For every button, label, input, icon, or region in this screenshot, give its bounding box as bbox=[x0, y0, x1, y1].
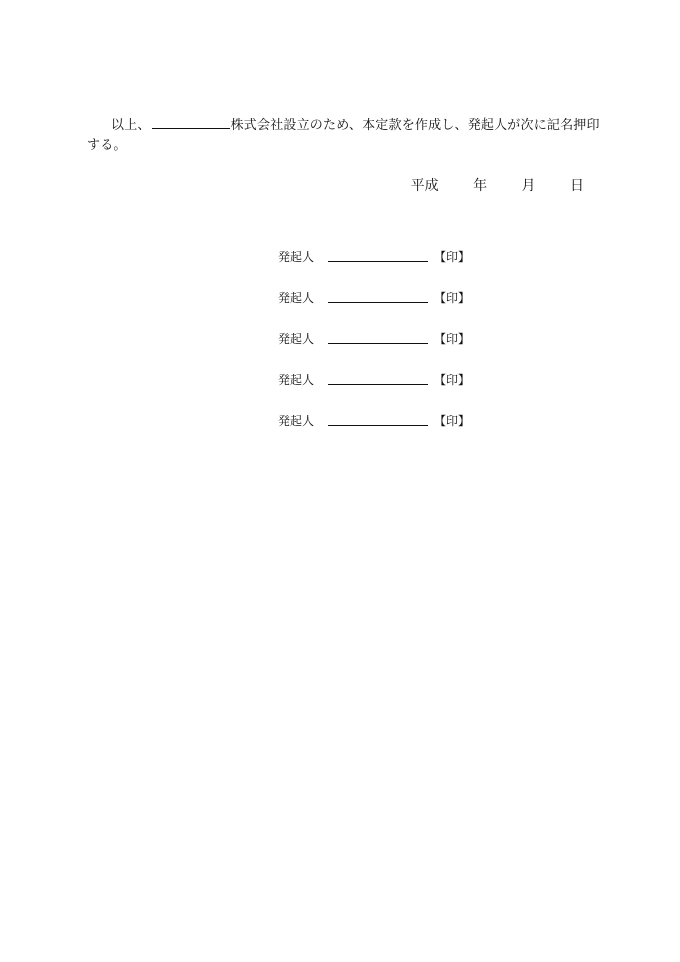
closing-prefix: 以上、 bbox=[111, 118, 151, 133]
founder-signature-list bbox=[278, 248, 470, 453]
founder-label: 発起人 bbox=[278, 250, 315, 264]
seal-mark: 【印】 bbox=[434, 373, 471, 387]
company-name-blank[interactable] bbox=[152, 116, 230, 129]
date-day: 日 bbox=[570, 178, 584, 194]
founder-row bbox=[278, 412, 470, 453]
date-line bbox=[411, 176, 584, 196]
closing-line-2: する。 bbox=[87, 138, 127, 153]
founder-label: 発起人 bbox=[278, 373, 315, 387]
closing-suffix: 株式会社設立のため、本定款を作成し、発起人が次に記名押印 bbox=[230, 118, 600, 133]
seal-mark: 【印】 bbox=[434, 291, 471, 305]
founder-row bbox=[278, 371, 470, 412]
date-month: 月 bbox=[521, 178, 536, 194]
founder-label: 発起人 bbox=[278, 291, 315, 305]
seal-mark: 【印】 bbox=[434, 250, 471, 264]
founder-row bbox=[278, 248, 470, 289]
founder-signature-blank[interactable] bbox=[328, 330, 428, 344]
founder-label: 発起人 bbox=[278, 414, 315, 428]
seal-mark: 【印】 bbox=[434, 414, 471, 428]
founder-signature-blank[interactable] bbox=[328, 289, 428, 303]
founder-row bbox=[278, 289, 470, 330]
closing-statement bbox=[87, 116, 607, 156]
founder-signature-blank[interactable] bbox=[328, 371, 428, 385]
founder-signature-blank[interactable] bbox=[328, 248, 428, 262]
date-year: 年 bbox=[473, 178, 488, 194]
date-era: 平成 bbox=[410, 178, 439, 194]
seal-mark: 【印】 bbox=[434, 332, 471, 346]
founder-row bbox=[278, 330, 470, 371]
founder-signature-blank[interactable] bbox=[328, 412, 428, 426]
closing-line-1 bbox=[87, 116, 607, 136]
founder-label: 発起人 bbox=[278, 332, 315, 346]
